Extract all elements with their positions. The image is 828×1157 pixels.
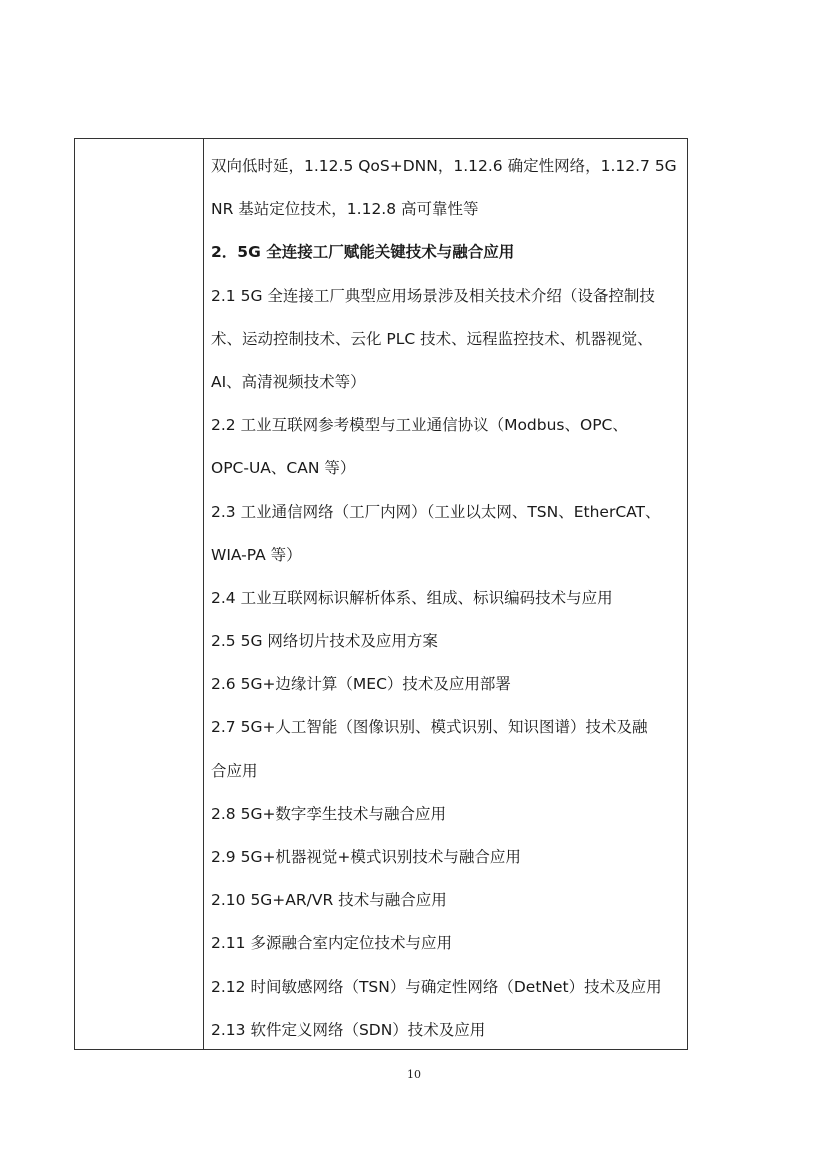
section-heading: 2．5G 全连接工厂赋能关键技术与融合应用 <box>211 243 515 262</box>
text-line: 2.2 工业互联网参考模型与工业通信协议（Modbus、OPC、 <box>211 416 628 435</box>
column-divider <box>203 139 204 1049</box>
text-line: 2.12 时间敏感网络（TSN）与确定性网络（DetNet）技术及应用 <box>211 977 662 996</box>
text-line: AI、高清视频技术等） <box>211 372 366 391</box>
text-line: NR 基站定位技术，1.12.8 高可靠性等 <box>211 200 479 219</box>
table-cell-content <box>211 145 683 1052</box>
text-line: 2.6 5G+边缘计算（MEC）技术及应用部署 <box>211 675 511 694</box>
text-line: 2.8 5G+数字孪生技术与融合应用 <box>211 804 446 823</box>
text-line: 2.11 多源融合室内定位技术与应用 <box>211 934 452 953</box>
text-line: 2.3 工业通信网络（工厂内网）（工业以太网、TSN、EtherCAT、 <box>211 502 661 521</box>
text-line: 2.1 5G 全连接工厂典型应用场景涉及相关技术介绍（设备控制技 <box>211 286 655 305</box>
text-line: 2.4 工业互联网标识解析体系、组成、标识编码技术与应用 <box>211 588 613 607</box>
text-line: 2.13 软件定义网络（SDN）技术及应用 <box>211 1020 486 1039</box>
page-number: 10 <box>407 1068 421 1081</box>
text-line: 2.9 5G+机器视觉+模式识别技术与融合应用 <box>211 848 521 866</box>
text-line: 2.10 5G+AR/VR 技术与融合应用 <box>211 891 447 910</box>
text-line: WIA-PA 等） <box>211 545 302 564</box>
content-table <box>74 138 688 1050</box>
text-line: OPC-UA、CAN 等） <box>211 459 356 478</box>
text-line: 术、运动控制技术、云化 PLC 技术、远程监控技术、机器视觉、 <box>211 329 653 348</box>
text-line: 合应用 <box>211 761 258 780</box>
text-line: 2.7 5G+人工智能（图像识别、模式识别、知识图谱）技术及融 <box>211 718 648 737</box>
text-line: 2.5 5G 网络切片技术及应用方案 <box>211 632 438 651</box>
text-line: 双向低时延，1.12.5 QoS+DNN，1.12.6 确定性网络，1.12.7 5G <box>211 157 677 175</box>
